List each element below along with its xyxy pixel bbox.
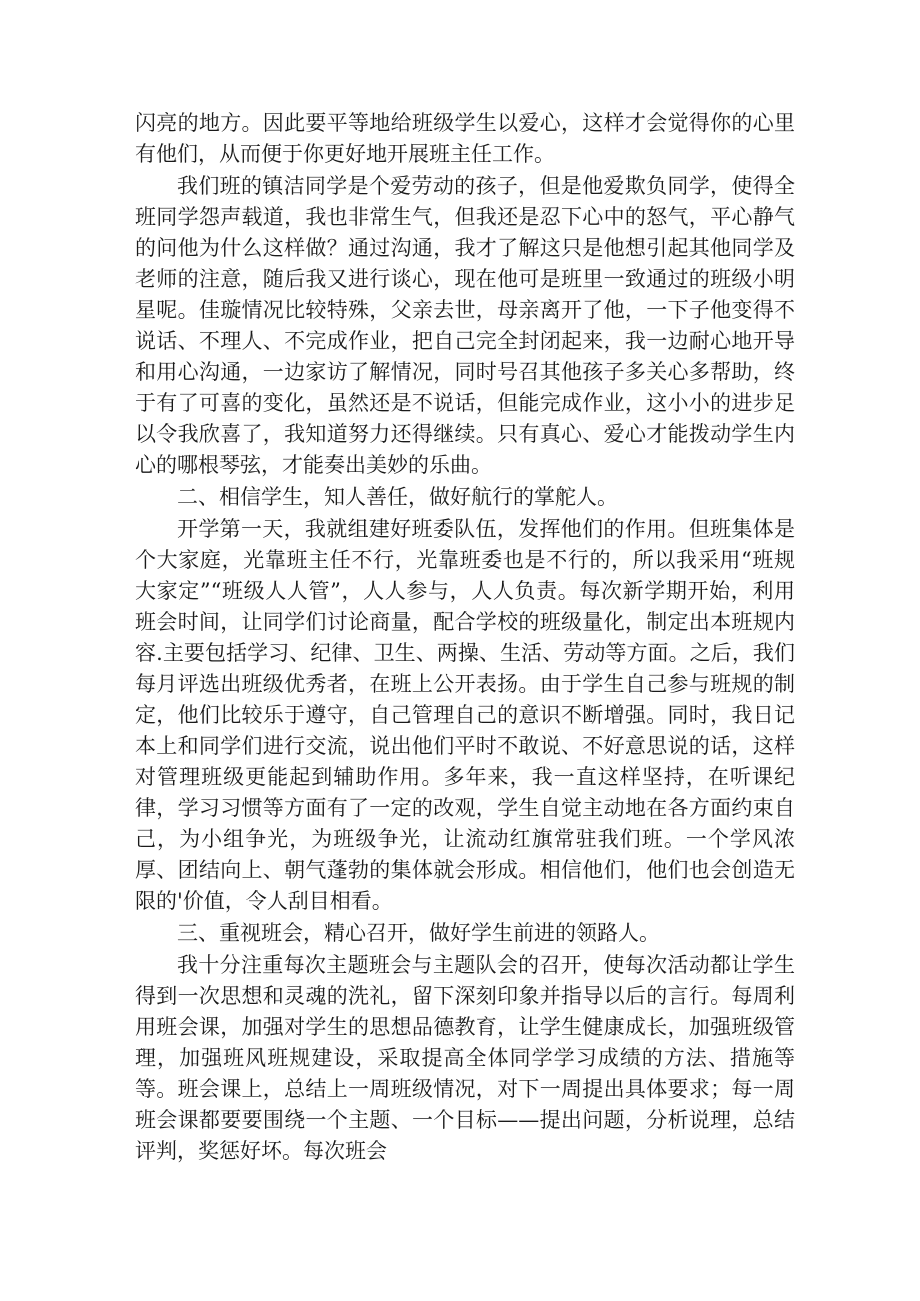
- section-heading-trust-students: 二、相信学生，知人善任，做好航行的掌舵人。: [177, 485, 618, 509]
- document-body: [135, 108, 795, 1168]
- paragraph-class-rules: 开学第一天，我就组建好班委队伍，发挥他们的作用。但班集体是个大家庭，光靠班主任不行，光靠班委也是不行的，所以我采用“班规大家定”“班级人人管”，人人参与，人人负责。每次新学期开始，利用班会时间，让同学们讨论商量，配合学校的班级量化，制定出本班规内容.主要包括学习、纪律、卫生、两操、生活、劳动等方面。之后，我们每月评选出班级优秀者，在班上公开表扬。由于学生自己参与班规的制定，他们比较乐于遵守，自己管理自己的意识不断增强。同时，我日记本上和同学们进行交流，说出他们平时不敢说、不好意思说的话，这样对管理班级更能起到辅助作用。多年来，我一直这样坚持，在听课纪律，学习习惯等方面有了一定的改观，学生自觉主动地在各方面约束自己，为小组争光，为班级争光，让流动红旗常驻我们班。一个学风浓厚、团结向上、朝气蓬勃的集体就会形成。相信他们，他们也会创造无限的'价值，令人刮目相看。: [135, 517, 795, 913]
- paragraph-student-stories: 我们班的镇洁同学是个爱劳动的孩子，但是他爱欺负同学，使得全班同学怨声载道，我也非常生气，但我还是忍下心中的怒气，平心静气的问他为什么这样做？通过沟通，我才了解这只是他想引起其他同学及老师的注意，随后我又进行谈心，现在他可是班里一致通过的班级小明星呢。佳璇情况比较特殊，父亲去世，母亲离开了他，一下子他变得不说话、不理人、不完成作业，把自己完全封闭起来，我一边耐心地开导和用心沟通，一边家访了解情况，同时号召其他孩子多关心多帮助，终于有了可喜的变化，虽然还是不说话，但能完成作业，这小小的进步足以令我欣喜了，我知道努力还得继续。只有真心、爱心才能拨动学生内心的哪根琴弦，才能奏出美妙的乐曲。: [135, 174, 795, 477]
- section-heading-class-meetings: 三、重视班会，精心召开，做好学生前进的领路人。: [177, 921, 660, 945]
- paragraph-continuation: 闪亮的地方。因此要平等地给班级学生以爱心，这样才会觉得你的心里有他们，从而便于你更好地开展班主任工作。: [135, 111, 795, 166]
- paragraph-theme-meetings: 我十分注重每次主题班会与主题队会的召开，使每次活动都让学生得到一次思想和灵魂的洗礼，留下深刻印象并指导以后的言行。每周利用班会课，加强对学生的思想品德教育，让学生健康成长，加强班级管理，加强班风班规建设，采取提高全体同学学习成绩的方法、措施等等。班会课上，总结上一周班级情况，对下一周提出具体要求；每一周班会课都要要围绕一个主题、一个目标——提出问题，分析说理，总结评判，奖惩好坏。每次班会: [135, 953, 795, 1163]
